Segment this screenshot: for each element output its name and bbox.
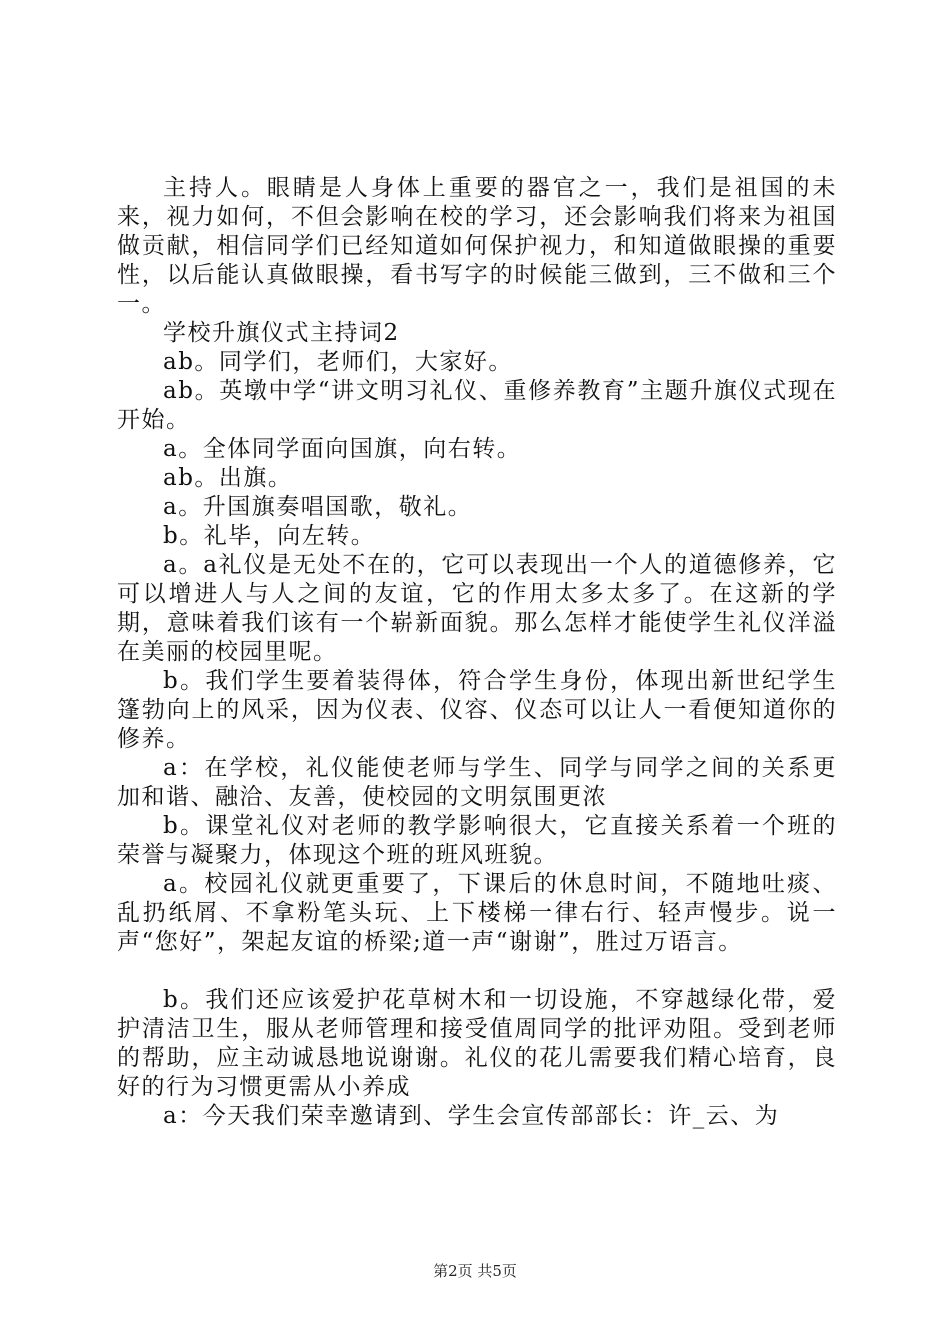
paragraph: a。全体同学面向国旗，向右转。 (163, 436, 522, 462)
paragraph: a。校园礼仪就更重要了，下课后的休息时间，不随地吐痰、乱扔纸屑、不拿粉笔头玩、上下楼梯一律右行、轻声慢步。说一声“您好”，架起友谊的桥梁;道一声“谢谢”，胜过万语言。 (117, 871, 837, 955)
paragraph: a：在学校，礼仪能使老师与学生、同学与同学之间的关系更加和谐、融洽、友善，使校园的文明氛围更浓 (117, 755, 837, 810)
section-heading: 学校升旗仪式主持词2 (163, 320, 400, 346)
paragraph: b。礼毕，向左转。 (163, 523, 376, 549)
document-body (117, 174, 837, 1131)
paragraph: b。课堂礼仪对老师的教学影响很大，它直接关系着一个班的荣誉与凝聚力，体现这个班的班风班貌。 (117, 813, 837, 868)
paragraph: b。我们还应该爱护花草树木和一切设施，不穿越绿化带，爱护清洁卫生，服从老师管理和接受值周同学的批评劝阻。受到老师的帮助，应主动诚恳地说谢谢。礼仪的花儿需要我们精心培育，良好的行为习惯更需从小养成 (117, 987, 837, 1100)
page-number-footer: 第2页 共5页 (433, 1262, 517, 1280)
paragraph: ab。同学们，老师们，大家好。 (163, 349, 513, 375)
paragraph: a。升国旗奏唱国歌，敬礼。 (163, 494, 473, 520)
paragraph: ab。出旗。 (163, 465, 293, 491)
paragraph: a：今天我们荣幸邀请到、学生会宣传部部长：许_云、为 (163, 1103, 780, 1129)
paragraph: a。a礼仪是无处不在的，它可以表现出一个人的道德修养，它可以增进人与人之间的友谊，它的作用太多太多了。在这新的学期，意味着我们该有一个崭新面貌。那么怎样才能使学生礼仪洋溢在美丽的校园里呢。 (117, 552, 837, 665)
paragraph: b。我们学生要着装得体，符合学生身份，体现出新世纪学生篷勃向上的风采，因为仪表、仪容、仪态可以让人一看便知道你的修养。 (117, 668, 837, 752)
paragraph: ab。英墩中学“讲文明习礼仪、重修养教育”主题升旗仪式现在开始。 (117, 378, 837, 433)
paragraph: 主持人。眼睛是人身体上重要的器官之一，我们是祖国的未来，视力如何，不但会影响在校的学习，还会影响我们将来为祖国做贡献，相信同学们已经知道如何保护视力，和知道做眼操的重要性，以后能认真做眼操，看书写字的时候能三做到，三不做和三个一。 (117, 175, 837, 317)
